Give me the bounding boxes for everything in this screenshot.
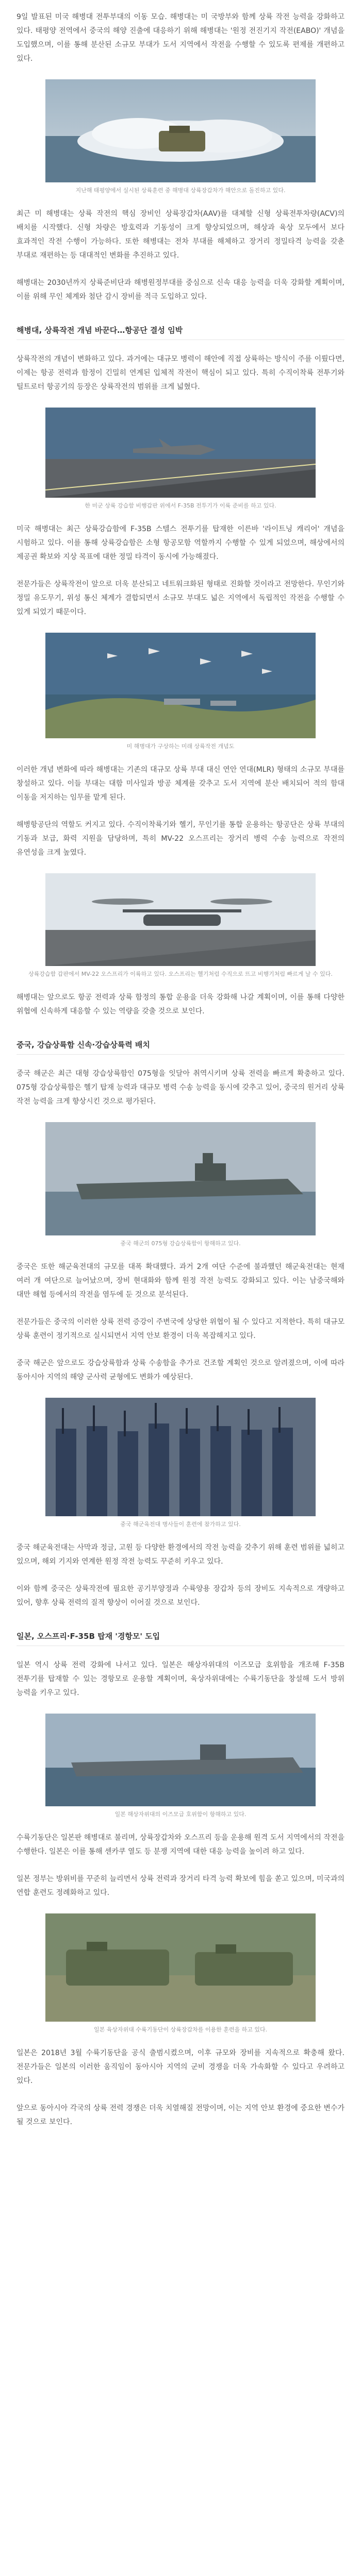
photo-amphibious-vehicle: [45, 79, 316, 182]
section-heading-china: 중국, 강습상륙함 신속·강습상륙력 배치: [17, 1032, 344, 1055]
figure-f35b-deck: [17, 408, 344, 510]
figure-jgsdf-aav: [17, 1913, 344, 2034]
section3-paragraph-3: 일본 정부는 방위비를 꾸준히 늘리면서 상륙 전력과 장거리 타격 능력 확보에 힘을 쏟고 있으며, 미국과의 연합 훈련도 정례화하고 있다.: [17, 1875, 344, 1897]
section2-paragraph-2: 중국은 또한 해군육전대의 규모를 대폭 확대했다. 과거 2개 여단 수준에 불과했던 해군육전대는 현재 여러 개 여단으로 늘어났으며, 장비 현대화와 함께 원정 작전 능력도 강화되고 있다. 이는 남중국해와 대만 해협 등에서의 작전을 염두에 둔 것으로 분석된다.: [17, 1263, 344, 1299]
section3-paragraph-4: 일본은 2018년 3월 수륙기동단을 공식 출범시켰으며, 이후 규모와 장비를 지속적으로 확충해 왔다. 전문가들은 일본의 이러한 움직임이 동아시아 지역의 군비 경쟁을 더욱 가속화할 수 있다고 우려하고 있다.: [17, 2049, 344, 2085]
figure-caption: 상륙강습함 갑판에서 MV-22 오스프리가 이륙하고 있다. 오스프리는 헬기처럼 수직으로 뜨고 비행기처럼 빠르게 날 수 있다.: [28, 971, 333, 977]
figure-concept-diagram: [17, 633, 344, 751]
figure-caption: 지난해 태평양에서 실시된 상륙훈련 중 해병대 상륙장갑차가 해안으로 돌진하고 있다.: [75, 187, 286, 194]
section2-paragraph-3: 전문가들은 중국의 이러한 상륙 전력 증강이 주변국에 상당한 위협이 될 수 있다고 지적한다. 특히 대규모 상륙 훈련이 정기적으로 실시되면서 지역 안보 환경이 더욱 복잡해지고 있다.: [17, 1318, 344, 1340]
section2-paragraph-1: 중국 해군은 최근 대형 강습상륙함인 075형을 잇달아 취역시키며 상륙 전력을 빠르게 확충하고 있다. 075형 강습상륙함은 헬기 탑재 능력과 대규모 병력 수송 능력을 동시에 갖추고 있어, 중국의 원거리 상륙 작전 능력을 크게 향상시킨 것으로 평가된다.: [17, 1070, 344, 1106]
figure-caption: 일본 해상자위대의 이즈모급 호위함이 항해하고 있다.: [114, 1811, 247, 1818]
figure-osprey: [17, 873, 344, 978]
section-heading-japan: 일본, 오스프리·F-35B 탑재 '경항모' 도입: [17, 1623, 344, 1646]
section2-paragraph-5: 중국 해군육전대는 사막과 정글, 고원 등 다양한 환경에서의 작전 능력을 갖추기 위해 훈련 범위를 넓히고 있으며, 해외 기지와 연계한 원정 작전 능력도 꾸준히 키우고 있다.: [17, 1544, 344, 1566]
section3-paragraph-1: 일본 역시 상륙 전력 강화에 나서고 있다. 일본은 해상자위대의 이즈모급 호위함을 개조해 F-35B 전투기를 탑재할 수 있는 경항모로 운용할 계획이며, 육상자위대에는 수륙기동단을 창설해 도서 방위 능력을 키우고 있다.: [17, 1661, 344, 1697]
photo-osprey: [45, 873, 316, 966]
section2-paragraph-6: 이와 함께 중국은 상륙작전에 필요한 공기부양정과 수륙양용 장갑차 등의 장비도 지속적으로 개량하고 있어, 향후 상륙 전력의 질적 향상이 이어질 것으로 보인다.: [17, 1585, 344, 1607]
figure-caption: 중국 해군의 075형 강습상륙함이 항해하고 있다.: [120, 1240, 241, 1247]
photo-type075: [45, 1122, 316, 1235]
figure-caption: 한 미군 상륙 강습함 비행갑판 위에서 F-35B 전투기가 이륙 준비를 하고 있다.: [85, 502, 276, 509]
section1-paragraph-5: 해병항공단의 역할도 커지고 있다. 수직이착륙기와 헬기, 무인기를 통합 운용하는 항공단은 상륙 부대의 기동과 보급, 화력 지원을 담당하며, 특히 MV-22 오스프리는 장거리 병력 수송 능력으로 작전의 유연성을 크게 높였다.: [17, 821, 344, 857]
intro-paragraph-2: 최근 미 해병대는 상륙 작전의 핵심 장비인 상륙장갑차(AAV)를 대체할 신형 상륙전투차량(ACV)의 배치를 시작했다. 신형 차량은 방호력과 기동성이 크게 향상되었으며, 해상과 육상 모두에서 보다 효과적인 작전 수행이 가능하다. 또한 해병대는 전차 부대를 해체하고 장거리 정밀타격 능력을 갖춘 부대로 재편하는 등 대대적인 변화를 추진하고 있다.: [17, 210, 344, 260]
figure-caption: 미 해병대가 구상하는 미래 상륙작전 개념도: [126, 743, 235, 750]
figure-type075: [17, 1122, 344, 1248]
figure-pla-marines: [17, 1398, 344, 1529]
figure-caption: 중국 해군육전대 병사들이 훈련에 참가하고 있다.: [120, 1521, 241, 1528]
section3-paragraph-2: 수륙기동단은 일본판 해병대로 불리며, 상륙장갑차와 오스프리 등을 운용해 원격 도서 지역에서의 작전을 수행한다. 일본은 이를 통해 센카쿠 열도 등 분쟁 지역에 대한 대응 능력을 높이려 하고 있다.: [17, 1834, 344, 1856]
photo-concept-diagram: [45, 633, 316, 738]
section1-paragraph-4: 이러한 개념 변화에 따라 해병대는 기존의 대규모 상륙 부대 대신 연안 연대(MLR) 형태의 소규모 부대를 창설하고 있다. 이들 부대는 대함 미사일과 방공 체계를 갖추고 도서 지역에 분산 배치되어 적의 함대 이동을 저지하는 임무를 맡게 된다.: [17, 766, 344, 802]
figure-caption: 일본 육상자위대 수륙기동단이 상륙장갑차를 이용한 훈련을 하고 있다.: [93, 2026, 268, 2033]
intro-paragraph-3: 해병대는 2030년까지 상륙준비단과 해병원정부대를 중심으로 신속 대응 능력을 더욱 강화할 계획이며, 이를 위해 무인 체계와 첨단 감시 장비를 적극 도입하고 있다.: [17, 279, 344, 301]
figure-amphibious-vehicle: [17, 79, 344, 195]
section1-paragraph-1: 상륙작전의 개념이 변화하고 있다. 과거에는 대규모 병력이 해안에 직접 상륙하는 방식이 주를 이뤘다면, 이제는 항공 전력과 함정이 긴밀히 연계된 입체적 작전이 핵심이 되고 있다. 특히 수직이착륙 전투기와 틸트로터 항공기의 등장은 상륙작전의 범위를 크게 넓혔다.: [17, 355, 344, 391]
section-heading-marines: 해병대, 상륙작전 개념 바꾼다…항공단 결성 임박: [17, 317, 344, 340]
figure-izumo: [17, 1714, 344, 1819]
section1-paragraph-6: 해병대는 앞으로도 항공 전력과 상륙 함정의 통합 운용을 더욱 강화해 나갈 계획이며, 이를 통해 다양한 위협에 신속하게 대응할 수 있는 역량을 갖출 것으로 보인다.: [17, 993, 344, 1015]
intro-paragraph-1: 9일 발표된 미국 해병대 전투부대의 이동 모습. 해병대는 미 국방부와 함께 상륙 작전 능력을 강화하고 있다. 태평양 전역에서 중국의 해양 진출에 대응하기 위해 해병대는 '원정 전진기지 작전(EABO)' 개념을 도입했으며, 이를 통해 분산된 소규모 부대가 도서 지역에서 작전을 수행할 수 있도록 편제를 개편하고 있다.: [17, 13, 344, 63]
photo-jgsdf-aav: [45, 1913, 316, 2022]
photo-pla-marines: [45, 1398, 316, 1516]
section1-paragraph-3: 전문가들은 상륙작전이 앞으로 더욱 분산되고 네트워크화된 형태로 진화할 것이라고 전망한다. 무인기와 정밀 유도무기, 위성 통신 체계가 결합되면서 소규모 부대도 넓은 지역에서 독립적인 작전을 수행할 수 있게 되었기 때문이다.: [17, 580, 344, 616]
section3-paragraph-5: 앞으로 동아시아 각국의 상륙 전력 경쟁은 더욱 치열해질 전망이며, 이는 지역 안보 환경에 중요한 변수가 될 것으로 보인다.: [17, 2104, 344, 2126]
section2-paragraph-4: 중국 해군은 앞으로도 강습상륙함과 상륙 수송함을 추가로 건조할 계획인 것으로 알려졌으며, 이에 따라 동아시아 지역의 해양 군사력 균형에도 변화가 예상된다.: [17, 1359, 344, 1381]
photo-izumo: [45, 1714, 316, 1806]
photo-f35b-deck: [45, 408, 316, 498]
section1-paragraph-2: 미국 해병대는 최근 상륙강습함에 F-35B 스텔스 전투기를 탑재한 이른바 '라이트닝 캐리어' 개념을 시험하고 있다. 이를 통해 상륙강습함은 소형 항공모함 역할까지 수행할 수 있게 되었으며, 해상에서의 제공권 확보와 지상 목표에 대한 정밀 타격이 동시에 가능해졌다.: [17, 525, 344, 561]
